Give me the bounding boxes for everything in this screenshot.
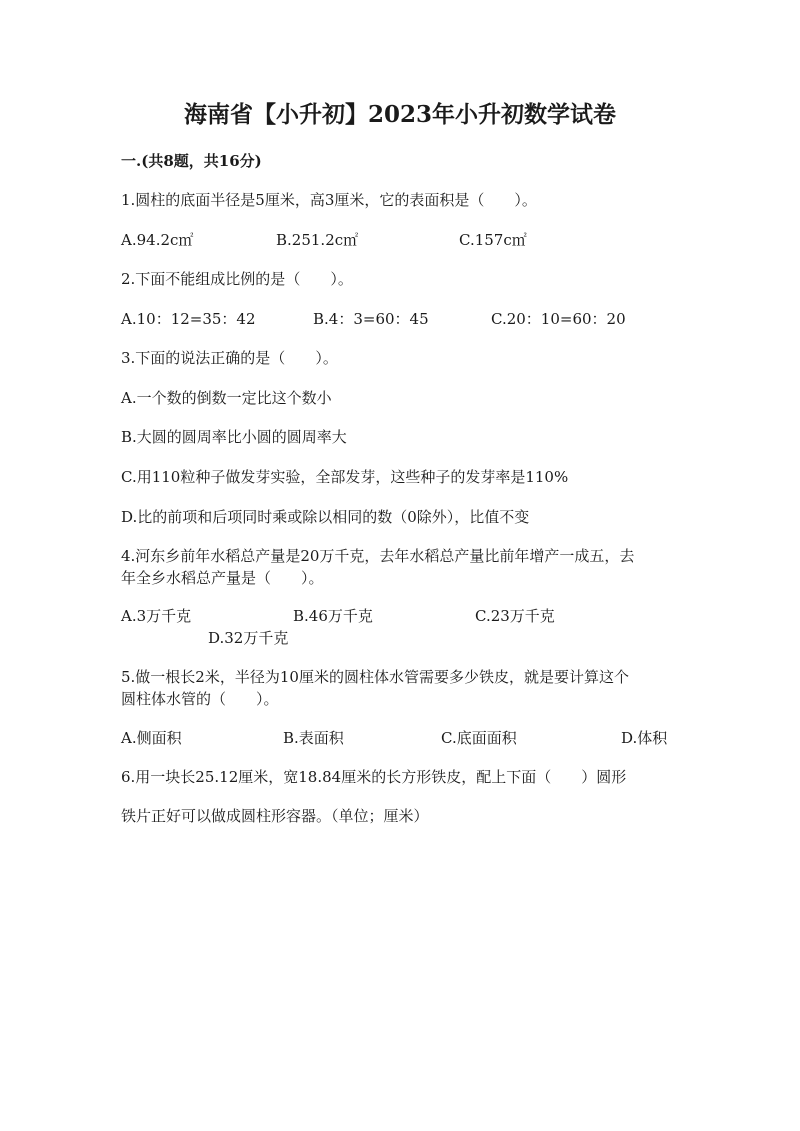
question-3-option-b: B.大圆的圆周率比小圆的圆周率大	[121, 428, 347, 446]
question-3-option-c: C.用110粒种子做发芽实验，全部发芽，这些种子的发芽率是110%	[121, 468, 569, 486]
question-2-option-a: A.10：12=35：42	[121, 310, 256, 328]
question-1-option-c: C.157c㎡	[459, 231, 527, 249]
question-4-stem-line-2: 年全乡水稻总产量是（ ）。	[121, 569, 324, 587]
question-5-option-a: A.侧面积	[121, 729, 182, 747]
question-4-option-c: C.23万千克	[475, 607, 555, 625]
question-5-option-d: D.体积	[621, 729, 668, 747]
question-5-stem-line-2: 圆柱体水管的（ ）。	[121, 690, 279, 708]
question-5-option-b: B.表面积	[283, 729, 344, 747]
question-2-option-c: C.20：10=60：20	[491, 310, 626, 328]
question-6-stem-line-2: 铁片正好可以做成圆柱形容器。（单位；厘米）	[121, 807, 429, 825]
question-5-option-c: C.底面面积	[441, 729, 517, 747]
question-4-option-d: D.32万千克	[208, 629, 289, 647]
question-1-option-a: A.94.2c㎡	[121, 231, 194, 249]
question-4-option-b: B.46万千克	[293, 607, 373, 625]
question-2-option-b: B.4：3=60：45	[313, 310, 429, 328]
question-6-stem-line-1: 6.用一块长25.12厘米，宽18.84厘米的长方形铁皮，配上下面（ ）圆形	[121, 768, 627, 786]
section-heading: 一.(共8题，共16分)	[121, 152, 262, 170]
question-3-option-a: A.一个数的倒数一定比这个数小	[121, 389, 332, 407]
question-4-option-a: A.3万千克	[121, 607, 192, 625]
question-1-stem: 1.圆柱的底面半径是5厘米，高3厘米，它的表面积是（ ）。	[121, 191, 537, 209]
question-5-stem-line-1: 5.做一根长2米，半径为10厘米的圆柱体水管需要多少铁皮，就是要计算这个	[121, 668, 629, 686]
question-3-stem: 3.下面的说法正确的是（ ）。	[121, 349, 338, 367]
question-2-stem: 2.下面不能组成比例的是（ ）。	[121, 270, 353, 288]
question-1-option-b: B.251.2c㎡	[276, 231, 359, 249]
page-title: 海南省【小升初】2023年小升初数学试卷	[183, 101, 616, 128]
question-4-stem-line-1: 4.河东乡前年水稻总产量是20万千克，去年水稻总产量比前年增产一成五，去	[121, 547, 635, 565]
question-3-option-d: D.比的前项和后项同时乘或除以相同的数（0除外），比值不变	[121, 508, 530, 526]
